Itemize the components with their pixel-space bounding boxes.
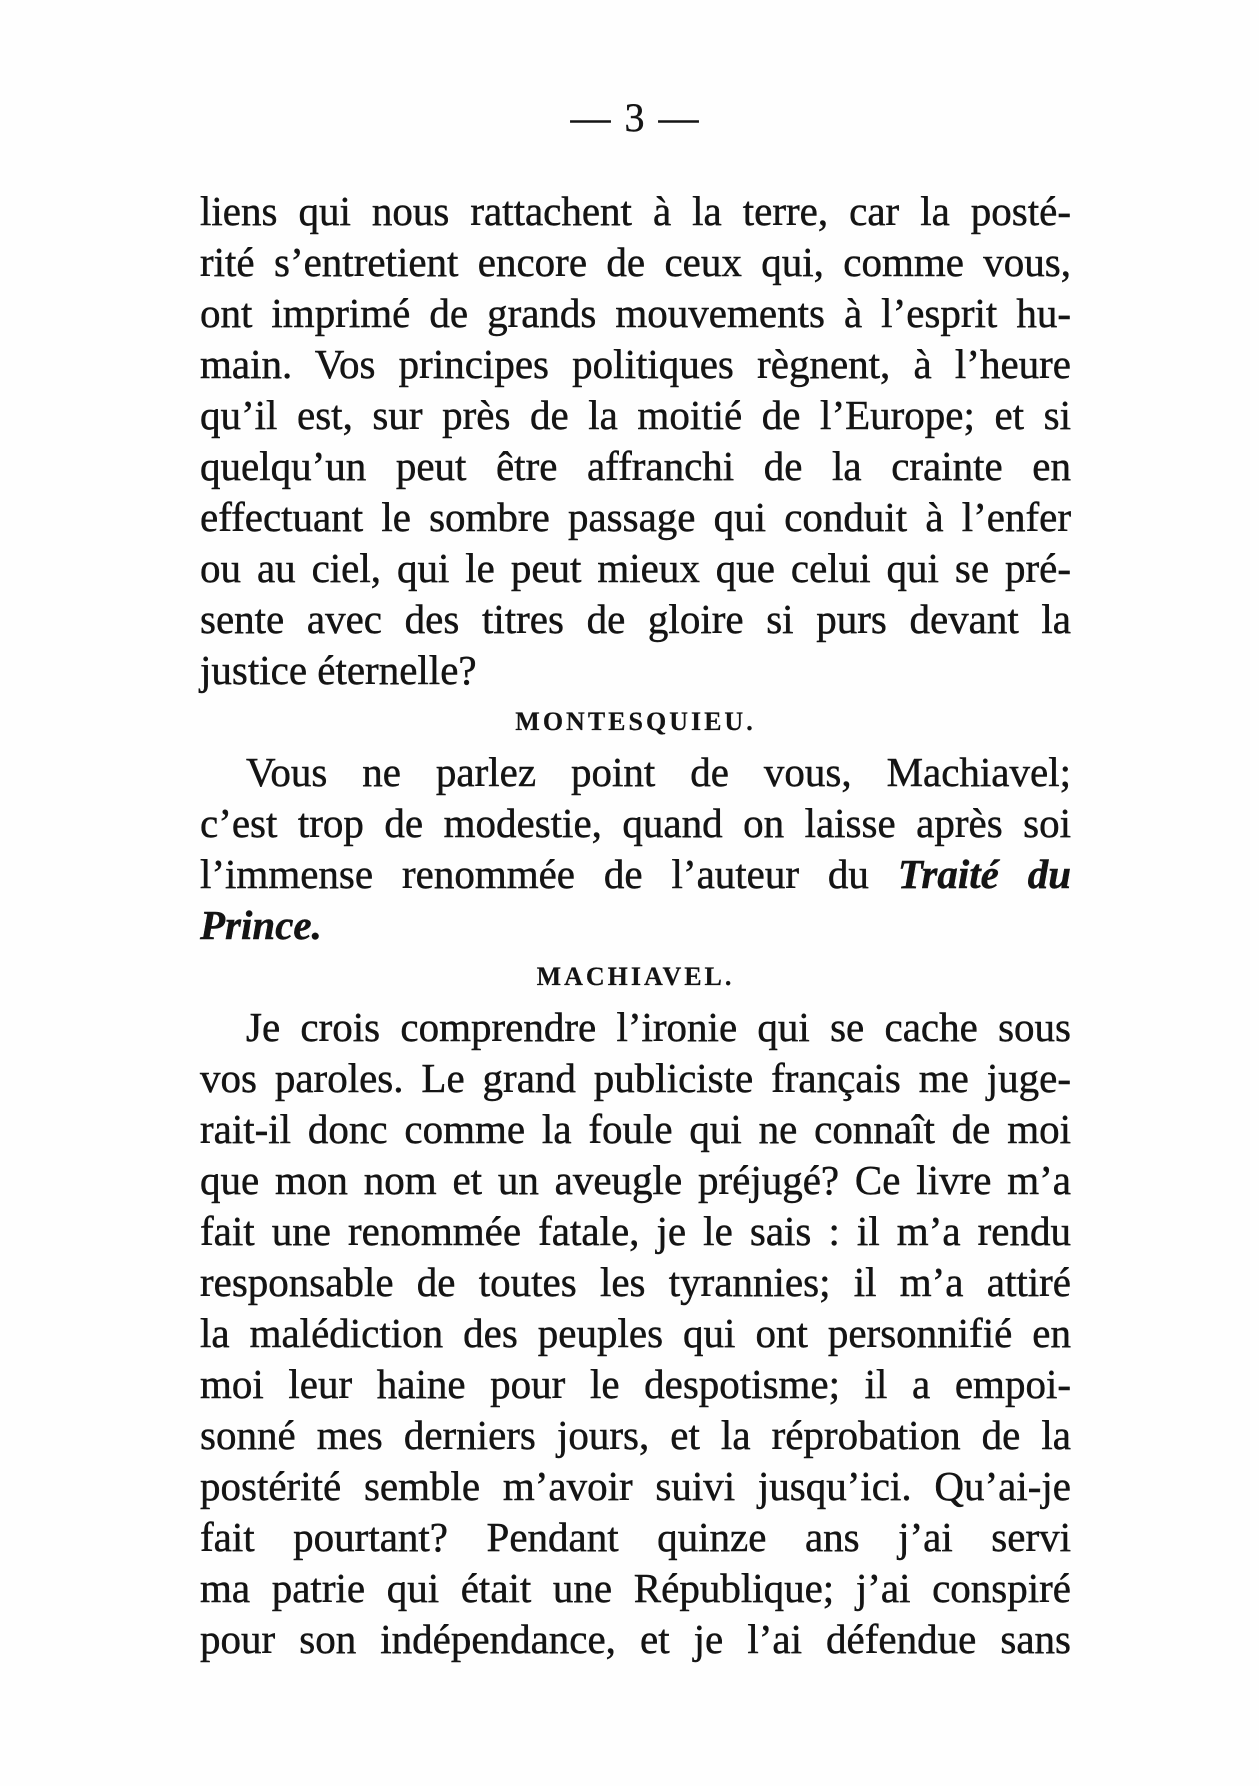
- text-line: Je crois comprendre l’ironie qui se cache sous: [246, 1004, 1071, 1050]
- text-line: fait une renommée fatale, je le sais : il m’a rendu: [200, 1208, 1071, 1254]
- text-line: que mon nom et un aveugle préjugé? Ce livre m’a: [200, 1157, 1071, 1203]
- text-line: main. Vos principes politiques règnent, à l’heure: [200, 341, 1071, 387]
- paragraph-montesquieu: [200, 747, 1071, 951]
- paragraph-machiavel: [200, 1002, 1071, 1665]
- text-line: [200, 900, 1071, 951]
- paragraph-continued: [200, 186, 1071, 696]
- text-line: c’est trop de modestie, quand on laisse après soi: [200, 800, 1071, 846]
- text-line: fait pourtant? Pendant quinze ans j’ai servi: [200, 1514, 1071, 1560]
- text-line: postérité semble m’avoir suivi jusqu’ici. Qu’ai-je: [200, 1463, 1071, 1509]
- text-line: Vous ne parlez point de vous, Machiavel;: [246, 749, 1071, 795]
- book-title-italic: Prince.: [200, 902, 322, 948]
- text-line: liens qui nous rattachent à la terre, car la posté-: [200, 188, 1071, 234]
- text-column: [200, 186, 1071, 1665]
- text-line: effectuant le sombre passage qui conduit à l’enfer: [200, 494, 1071, 540]
- speaker-heading-machiavel: MACHIAVEL.: [536, 962, 735, 991]
- text-line: la malédiction des peuples qui ont personnifié en: [200, 1310, 1071, 1356]
- speaker-heading-montesquieu: MONTESQUIEU.: [515, 707, 756, 736]
- text-line: sente avec des titres de gloire si purs devant la: [200, 596, 1071, 642]
- text-line: pour son indépendance, et je l’ai défendue sans: [200, 1616, 1071, 1662]
- text-line: sonné mes derniers jours, et la réprobation de la: [200, 1412, 1071, 1458]
- text-line: moi leur haine pour le despotisme; il a empoi-: [200, 1361, 1071, 1407]
- text-line: [200, 849, 1071, 900]
- page-number: — 3 —: [570, 95, 701, 140]
- text-line: rait-il donc comme la foule qui ne connaît de moi: [200, 1106, 1071, 1152]
- text-line: responsable de toutes les tyrannies; il m’a attiré: [200, 1259, 1071, 1305]
- text-line: ou au ciel, qui le peut mieux que celui qui se pré-: [200, 545, 1071, 591]
- text-line: vos paroles. Le grand publiciste français me juge-: [200, 1055, 1071, 1101]
- text-line: ont imprimé de grands mouvements à l’esprit hu-: [200, 290, 1071, 336]
- book-title-italic: Traité du: [897, 851, 1072, 897]
- text-line: justice éternelle?: [200, 647, 477, 693]
- text-line: rité s’entretient encore de ceux qui, comme vous,: [200, 239, 1071, 285]
- text-line: ma patrie qui était une République; j’ai conspiré: [200, 1565, 1071, 1611]
- line-text: l’immense renommée de l’auteur du: [200, 851, 869, 897]
- text-line: qu’il est, sur près de la moitié de l’Europe; et si: [200, 392, 1071, 438]
- text-line: quelqu’un peut être affranchi de la crainte en: [200, 443, 1071, 489]
